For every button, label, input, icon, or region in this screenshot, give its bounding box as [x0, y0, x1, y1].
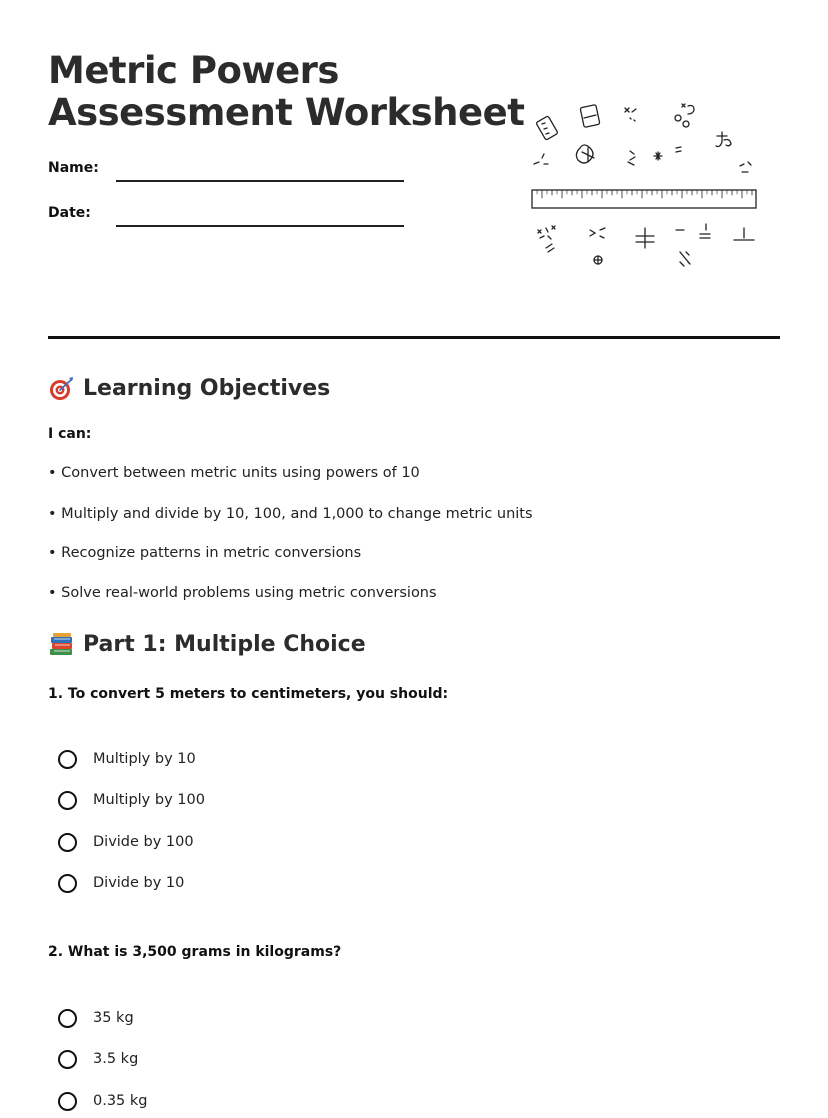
- books-icon: [48, 631, 75, 658]
- option-label: 0.35 kg: [93, 1093, 148, 1109]
- option-label: 35 kg: [93, 1010, 134, 1026]
- q1-option-c[interactable]: [58, 829, 194, 855]
- radio-button[interactable]: [58, 874, 77, 893]
- q1-option-d[interactable]: [58, 870, 184, 896]
- radio-button[interactable]: [58, 1092, 77, 1111]
- target-icon: [48, 375, 75, 402]
- part1-heading: [48, 631, 366, 658]
- option-label: 3.5 kg: [93, 1051, 139, 1067]
- radio-button[interactable]: [58, 833, 77, 852]
- name-label: Name:: [48, 160, 99, 176]
- option-label: Multiply by 100: [93, 792, 205, 808]
- radio-button[interactable]: [58, 791, 77, 810]
- q1-option-b[interactable]: [58, 787, 205, 813]
- part1-title: Part 1: Multiple Choice: [83, 632, 366, 657]
- objectives-intro: I can:: [48, 426, 92, 442]
- learning-objectives-title: Learning Objectives: [83, 376, 331, 401]
- learning-objectives-heading: [48, 375, 330, 402]
- radio-button[interactable]: [58, 1050, 77, 1069]
- objective-item: • Convert between metric units using powers of 10: [48, 465, 420, 481]
- title-line-1: Metric Powers: [48, 49, 339, 92]
- option-label: Divide by 10: [93, 875, 185, 891]
- option-label: Divide by 100: [93, 834, 194, 850]
- date-underline[interactable]: [116, 225, 404, 227]
- worksheet-title: [48, 49, 525, 134]
- date-label: Date:: [48, 205, 91, 221]
- name-underline[interactable]: [116, 180, 404, 182]
- q2-option-b[interactable]: [58, 1046, 138, 1072]
- radio-button[interactable]: [58, 750, 77, 769]
- q2-option-a[interactable]: [58, 1005, 134, 1031]
- objective-item: • Multiply and divide by 10, 100, and 1,000 to change metric units: [48, 506, 533, 522]
- objective-item: • Recognize patterns in metric conversions: [48, 545, 362, 561]
- question-1: 1. To convert 5 meters to centimeters, you should:: [48, 686, 449, 702]
- q2-option-c[interactable]: [58, 1088, 148, 1114]
- math-doodles-icon: [530, 96, 780, 276]
- objective-item: • Solve real-world problems using metric conversions: [48, 585, 437, 601]
- question-2: 2. What is 3,500 grams in kilograms?: [48, 944, 342, 960]
- radio-button[interactable]: [58, 1009, 77, 1028]
- q1-option-a[interactable]: [58, 746, 196, 772]
- title-line-2: Assessment Worksheet: [48, 91, 525, 134]
- option-label: Multiply by 10: [93, 751, 196, 767]
- header-divider: [48, 336, 780, 339]
